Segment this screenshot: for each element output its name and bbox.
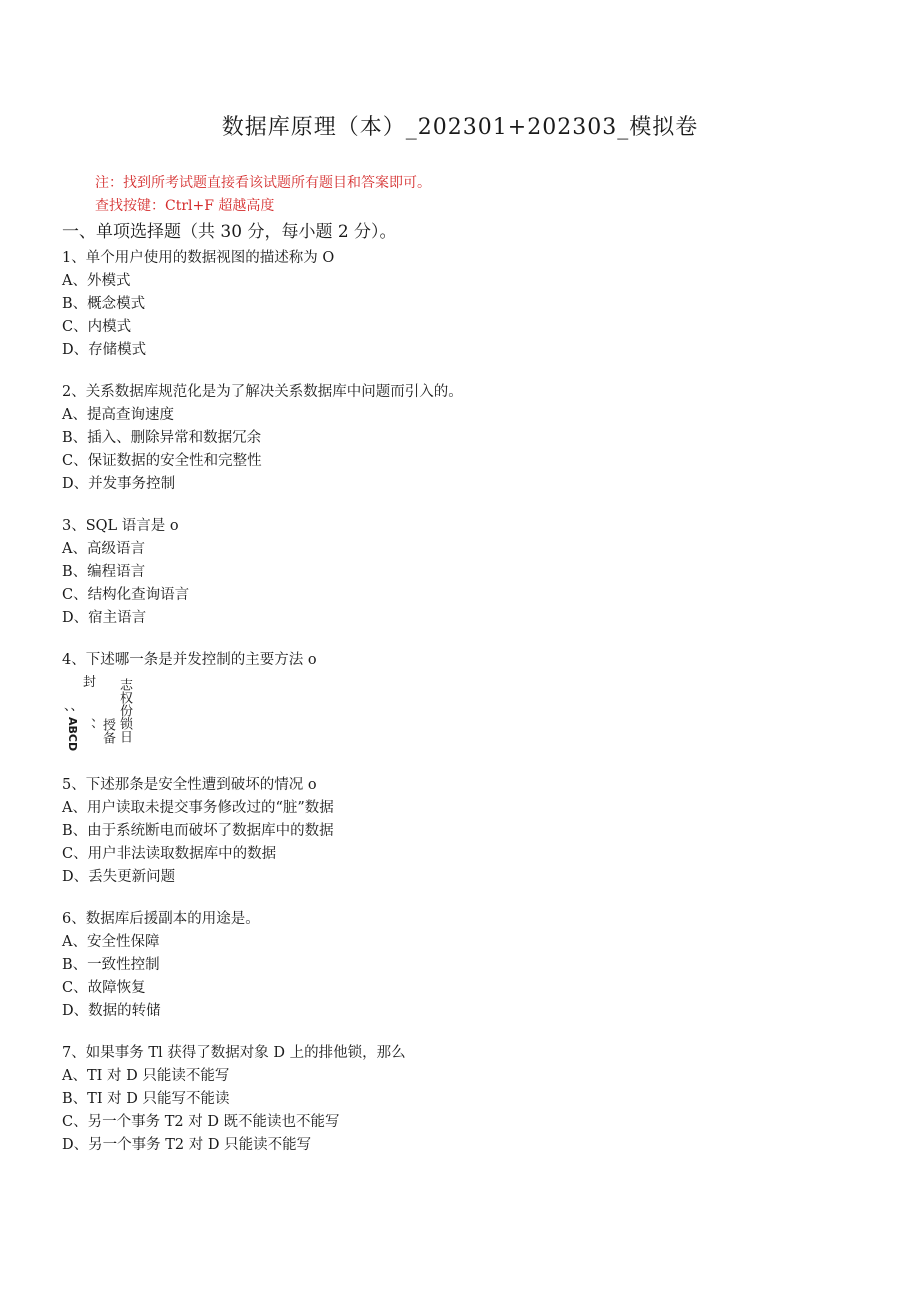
question-2-stem: 2、关系数据库规范化是为了解决关系数据库中问题而引入的。 — [62, 384, 463, 400]
q6-option-c: C、故障恢复 — [62, 980, 146, 996]
q4-garbled-char-a: 封 — [83, 675, 97, 690]
q4-garbled-column-c: 授备 — [100, 718, 115, 744]
q3-option-c: C、结构化查询语言 — [62, 587, 190, 603]
question-7-stem: 7、如果事务 Tl 获得了数据对象 D 上的排他锁，那么 — [62, 1045, 406, 1061]
question-1-stem: 1、单个用户使用的数据视图的描述称为 O — [62, 250, 335, 266]
q6-option-d: D、数据的转储 — [62, 1003, 161, 1019]
question-6-stem: 6、数据库后援副本的用途是。 — [62, 911, 260, 927]
note-line-1: 注：找到所考试题直接看该试题所有题目和答案即可。 — [95, 175, 431, 191]
q7-option-d: D、另一个事务 T2 对 D 只能读不能写 — [62, 1137, 312, 1153]
question-5-stem: 5、下述那条是安全性遭到破坏的情况 o — [62, 777, 317, 793]
question-3-stem: 3、SQL 语言是 o — [62, 518, 179, 534]
section-heading: 一、单项选择题（共 30 分，每小题 2 分）。 — [62, 222, 397, 242]
q4-garbled-column-b: 志权份锁日 — [117, 678, 132, 743]
q1-option-a: A、外模式 — [62, 273, 131, 289]
q2-option-d: D、并发事务控制 — [62, 476, 176, 492]
q2-option-a: A、提高查询速度 — [62, 407, 174, 423]
q1-option-d: D、存储模式 — [62, 342, 147, 358]
q3-option-d: D、宿主语言 — [62, 610, 147, 626]
q4-garbled-marks-2: 、、 — [80, 718, 95, 738]
q5-option-c: C、用户非法读取数据库中的数据 — [62, 846, 277, 862]
q6-option-b: B、一致性控制 — [62, 957, 160, 973]
q7-option-c: C、另一个事务 T2 对 D 既不能读也不能写 — [62, 1114, 340, 1130]
page-title: 数据库原理（本）_202301+202303_模拟卷 — [221, 115, 699, 140]
q6-option-a: A、安全性保障 — [62, 934, 160, 950]
q5-option-b: B、由于系统断电而破坏了数据库中的数据 — [62, 823, 334, 839]
q4-garbled-letters: ABCD — [66, 717, 79, 752]
q1-option-c: C、内模式 — [62, 319, 132, 335]
q7-option-b: B、TI 对 D 只能写不能读 — [62, 1091, 230, 1107]
question-4-stem: 4、下述哪一条是并发控制的主要方法 o — [62, 652, 317, 668]
q7-option-a: A、TI 对 D 只能读不能写 — [62, 1068, 230, 1084]
q5-option-a: A、用户读取未提交事务修改过的“脏”数据 — [62, 800, 334, 816]
q5-option-d: D、丢失更新问题 — [62, 869, 176, 885]
q2-option-c: C、保证数据的安全性和完整性 — [62, 453, 262, 469]
note-line-2: 查找按键：Ctrl+F 超越高度 — [95, 198, 275, 214]
q2-option-b: B、插入、删除异常和数据冗余 — [62, 430, 262, 446]
q4-garbled-marks-1: 、、 — [64, 699, 84, 714]
q3-option-a: A、高级语言 — [62, 541, 145, 557]
q3-option-b: B、编程语言 — [62, 564, 146, 580]
q1-option-b: B、概念模式 — [62, 296, 146, 312]
